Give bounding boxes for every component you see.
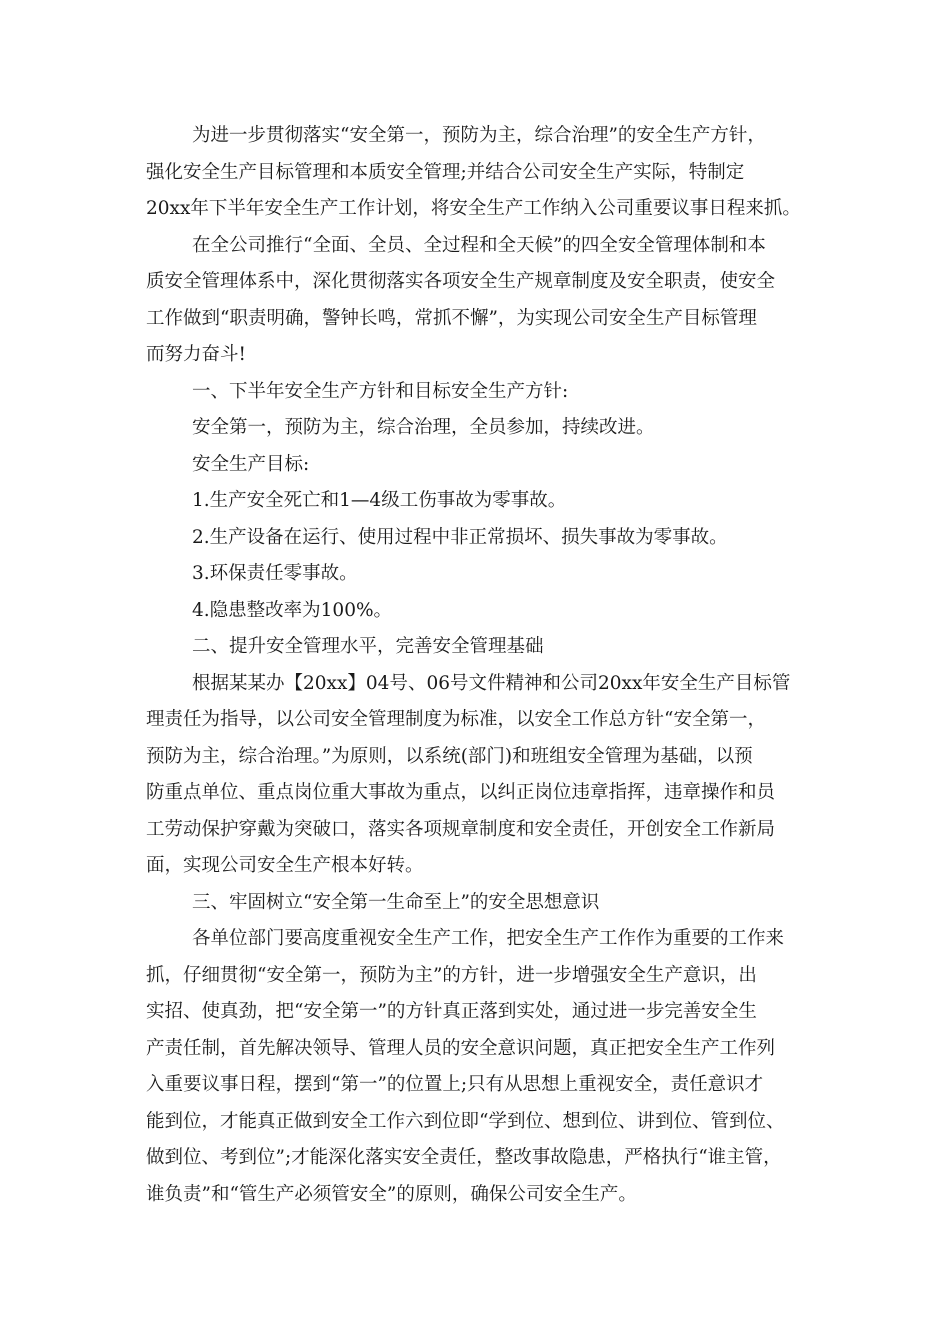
text-line: 抓，仔细贯彻“安全第一，预防为主”的方针，进一步增强安全生产意识，出 (146, 964, 757, 986)
text-line: 预防为主，综合治理。”为原则，以系统(部门)和班组安全管理为基础，以预 (146, 745, 753, 767)
text-line: 二、提升安全管理水平，完善安全管理基础 (192, 636, 544, 657)
text-line: 为进一步贯彻落实“安全第一，预防为主，综合治理”的安全生产方针， (192, 125, 766, 146)
text-line: 质安全管理体系中，深化贯彻落实各项安全生产规章制度及安全职责，使安全 (146, 271, 776, 292)
text-line: 工劳动保护穿戴为突破口，落实各项规章制度和安全责任，开创安全工作新局 (146, 818, 776, 840)
text-line: 产责任制，首先解决领导、管理人员的安全意识问题，真正把安全生产工作列 (146, 1037, 776, 1059)
text-line: 能到位，才能真正做到安全工作六到位即“学到位、想到位、讲到位、管到位、 (146, 1110, 785, 1132)
text-line: 强化安全生产目标管理和本质安全管理;并结合公司安全生产实际，特制定 (146, 161, 745, 183)
text-line: 安全生产目标: (192, 453, 310, 475)
text-line: 工作做到“职责明确，警钟长鸣，常抓不懈”，为实现公司安全生产目标管理 (146, 307, 757, 329)
text-line: 防重点单位、重点岗位重大事故为重点，以纠正岗位违章指挥，违章操作和员 (146, 782, 776, 803)
text-line: 根据某某办【20xx】04号、06号文件精神和公司20xx年安全生产目标管 (192, 672, 791, 694)
text-line: 1.生产安全死亡和1—4级工伤事故为零事故。 (192, 490, 567, 511)
text-line: 2.生产设备在运行、使用过程中非正常损坏、损失事故为零事故。 (192, 526, 728, 548)
text-line: 谁负责”和“管生产必须管安全”的原则，确保公司安全生产。 (146, 1183, 637, 1205)
text-line: 4.隐患整改率为100%。 (192, 599, 393, 621)
text-line: 各单位部门要高度重视安全生产工作，把安全生产工作作为重要的工作来 (192, 928, 785, 949)
text-line: 一、下半年安全生产方针和目标安全生产方针: (192, 380, 569, 402)
text-line: 做到位、考到位”;才能深化落实安全责任，整改事故隐患，严格执行“谁主管， (146, 1147, 782, 1168)
text-line: 理责任为指导，以公司安全管理制度为标准，以安全工作总方针“安全第一， (146, 709, 766, 730)
text-line: 实招、使真劲，把“安全第一”的方针真正落到实处，通过进一步完善安全生 (146, 1001, 757, 1022)
text-line: 3.环保责任零事故。 (192, 563, 358, 584)
text-line: 面，实现公司安全生产根本好转。 (146, 855, 424, 876)
text-line: 安全第一，预防为主，综合治理，全员参加，持续改进。 (192, 417, 655, 438)
text-line: 20xx年下半年安全生产工作计划，将安全生产工作纳入公司重要议事日程来抓。 (146, 198, 801, 219)
text-line: 入重要议事日程，摆到“第一”的位置上;只有从思想上重视安全，责任意识才 (146, 1074, 764, 1095)
text-line: 在全公司推行“全面、全员、全过程和全天候”的四全安全管理体制和本 (192, 234, 766, 256)
text-line: 而努力奋斗! (146, 344, 246, 365)
text-line: 三、牢固树立“安全第一生命至上”的安全思想意识 (192, 891, 600, 913)
document-body (146, 118, 816, 1213)
